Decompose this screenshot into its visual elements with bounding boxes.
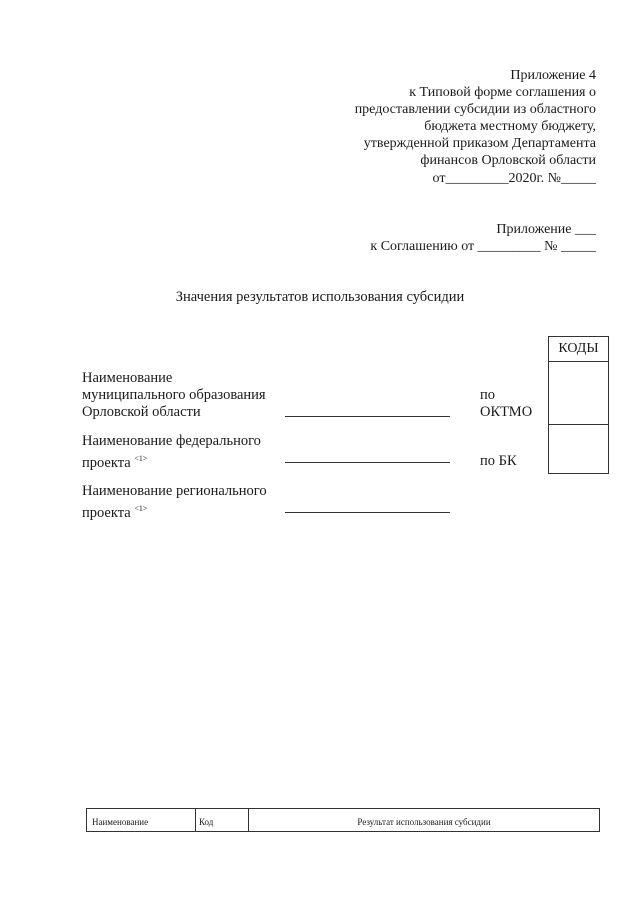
federal-label-line-1: Наименование федерального [82,433,261,449]
regional-footnote-mark: <1> [134,504,148,513]
column-header-result: Результат использования субсидии [357,817,491,827]
po-bk-label: по БК [480,453,517,469]
appendix-header-line-2: к Типовой форме соглашения о [409,85,596,100]
appendix-header-line-4: бюджета местному бюджету, [424,119,596,134]
codes-box [548,336,609,474]
attachment-line-1: Приложение ___ [496,222,596,237]
document-title: Значения результатов использования субсидии [175,289,465,305]
bk-code-cell[interactable] [549,425,608,475]
municipality-label-line-2: муниципального образования [82,387,266,403]
federal-project-input-line[interactable] [285,462,450,463]
regional-label-line-1: Наименование регионального [82,483,267,499]
municipality-label-line-3: Орловской области [82,404,201,420]
attachment-line-2: к Соглашению от _________ № _____ [370,239,596,254]
appendix-header-line-7: от_________2020г. №_____ [432,171,596,186]
codes-header: КОДЫ [549,337,608,362]
po-label: по [480,387,496,403]
municipality-label [82,370,277,421]
results-table-header [86,808,600,832]
appendix-header-line-3: предоставлении субсидии из областного [354,102,596,117]
municipality-label-line-1: Наименование [82,370,173,386]
oktmo-label: ОКТМО [480,404,533,420]
appendix-header-line-5: утвержденной приказом Департамента [363,136,596,151]
appendix-header-line-6: финансов Орловской области [420,153,596,168]
municipality-input-line[interactable] [285,416,450,417]
regional-project-label [82,483,277,522]
appendix-header-line-1: Приложение 4 [510,68,596,83]
column-header-name: Наименование [87,809,196,831]
regional-label-line-2: проекта [82,505,131,521]
federal-footnote-mark: <1> [134,454,148,463]
oktmo-code-cell[interactable] [549,362,608,425]
federal-project-label [82,433,277,472]
column-header-code: Код [196,809,249,831]
regional-project-input-line[interactable] [285,512,450,513]
federal-label-line-2: проекта [82,455,131,471]
